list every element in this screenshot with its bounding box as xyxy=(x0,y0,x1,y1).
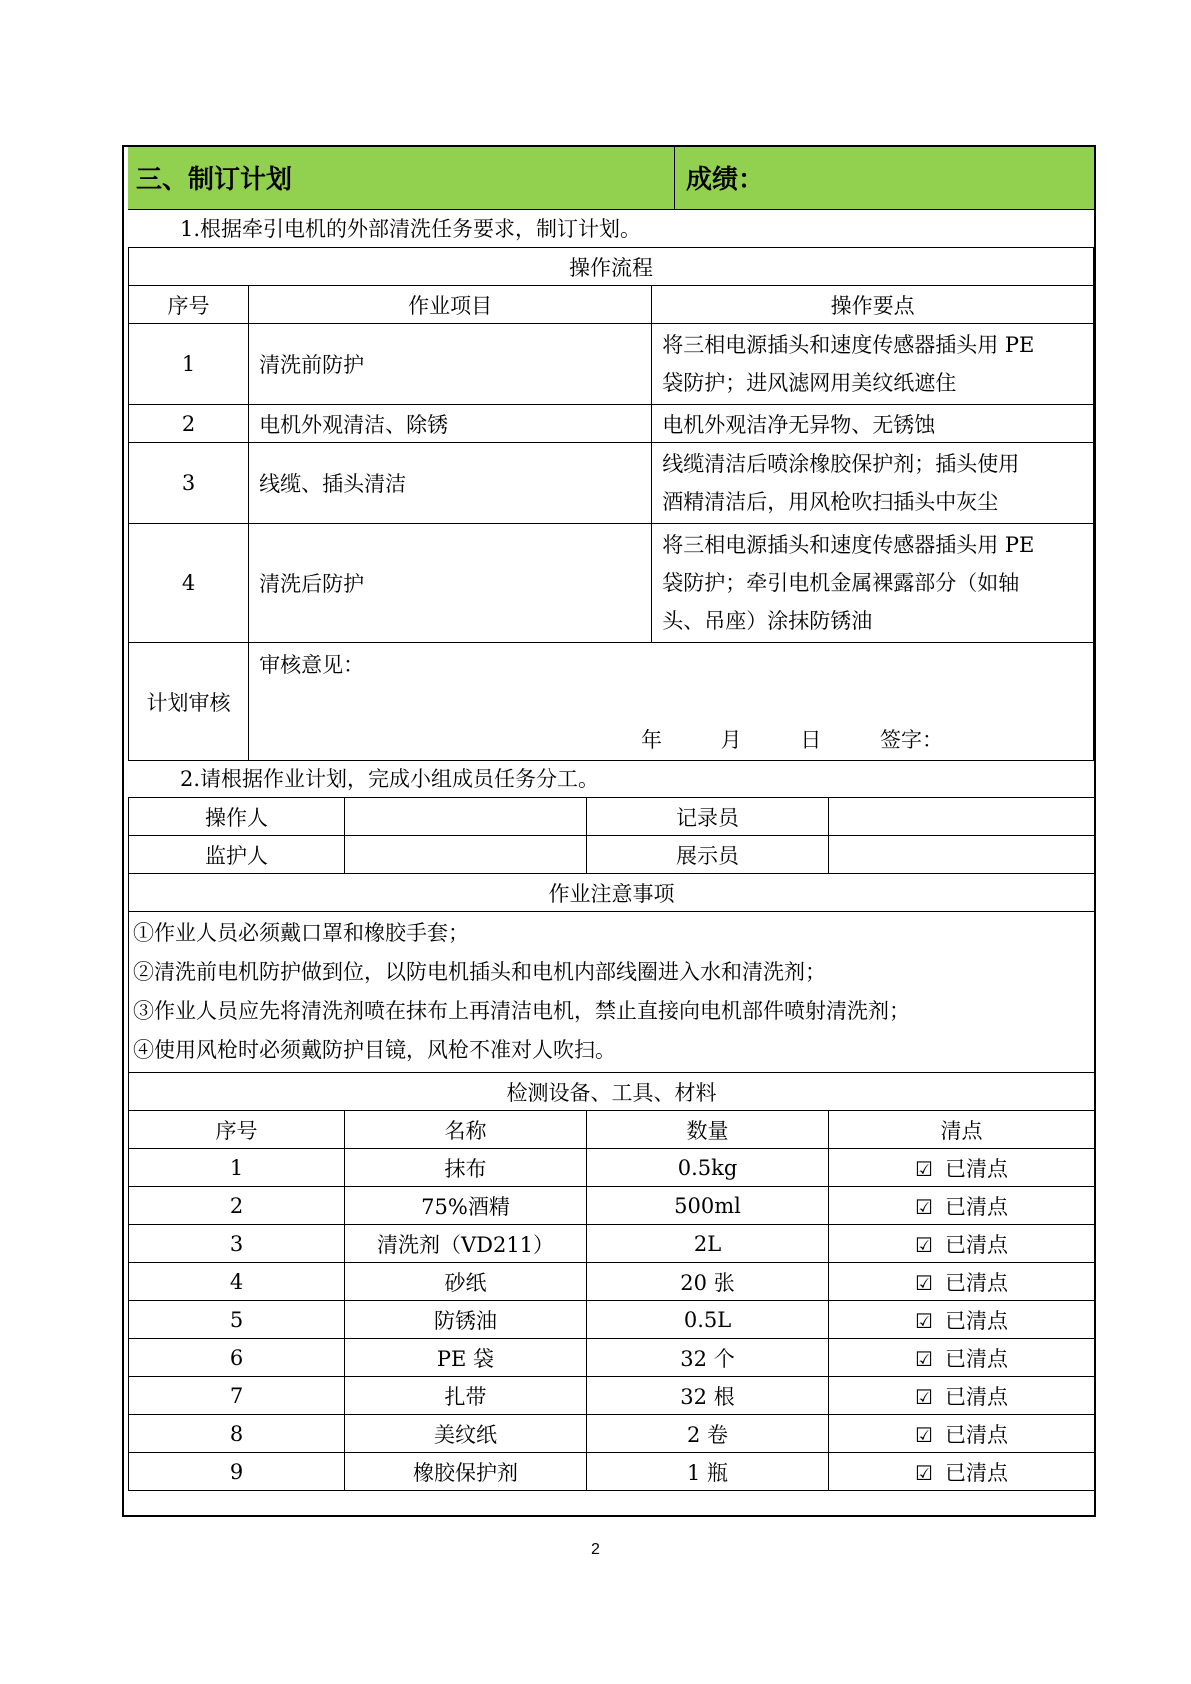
flow-row xyxy=(129,405,1094,443)
day-label: 日 xyxy=(800,728,822,752)
equip-name: 75%酒精 xyxy=(345,1187,587,1225)
equip-qty: 2 卷 xyxy=(587,1415,829,1453)
page-number: 2 xyxy=(591,1541,600,1558)
flow-row-points xyxy=(652,324,1094,405)
equip-name: 砂纸 xyxy=(345,1263,587,1301)
flow-col-item: 作业项目 xyxy=(249,286,652,324)
month-label: 月 xyxy=(720,728,742,752)
equip-check-cell[interactable] xyxy=(829,1263,1095,1301)
equip-no: 4 xyxy=(129,1263,345,1301)
equip-qty: 2L xyxy=(587,1225,829,1263)
checked-box-icon[interactable]: ☑ xyxy=(915,1384,933,1409)
section-title: 三、制订计划 xyxy=(136,165,293,195)
equip-check-cell[interactable] xyxy=(829,1149,1095,1187)
equip-name: 橡胶保护剂 xyxy=(345,1453,587,1491)
equipment-row xyxy=(129,1225,1095,1263)
flow-row xyxy=(129,524,1094,643)
flow-row-points xyxy=(652,443,1094,524)
checked-box-icon[interactable]: ☑ xyxy=(915,1194,933,1219)
equip-status: 已清点 xyxy=(944,1156,1008,1181)
equip-check-cell[interactable] xyxy=(829,1339,1095,1377)
equip-name: 扎带 xyxy=(345,1377,587,1415)
notes-list xyxy=(129,912,1095,1073)
flow-title: 操作流程 xyxy=(129,248,1094,286)
equip-qty: 0.5L xyxy=(587,1301,829,1339)
equip-no: 7 xyxy=(129,1377,345,1415)
assignment-table xyxy=(128,797,1095,1491)
equip-col-no: 序号 xyxy=(129,1111,345,1149)
note-item: ③作业人员应先将清洗剂喷在抹布上再清洁电机，禁止直接向电机部件喷射清洗剂； xyxy=(133,999,910,1023)
equip-col-check: 清点 xyxy=(829,1111,1095,1149)
operation-flow-table xyxy=(128,247,1094,761)
note-item: ①作业人员必须戴口罩和橡胶手套； xyxy=(133,921,469,945)
equip-qty: 32 个 xyxy=(587,1339,829,1377)
equipment-row xyxy=(129,1377,1095,1415)
equip-name: 防锈油 xyxy=(345,1301,587,1339)
flow-point-line: 将三相电源插头和速度传感器插头用 PE xyxy=(662,533,1035,557)
equip-status: 已清点 xyxy=(944,1384,1008,1409)
role-label: 监护人 xyxy=(129,836,345,874)
equip-check-cell[interactable] xyxy=(829,1225,1095,1263)
equip-no: 1 xyxy=(129,1149,345,1187)
equip-status: 已清点 xyxy=(944,1232,1008,1257)
equip-status: 已清点 xyxy=(944,1270,1008,1295)
equip-status: 已清点 xyxy=(944,1308,1008,1333)
equip-qty: 0.5kg xyxy=(587,1149,829,1187)
flow-row xyxy=(129,443,1094,524)
checked-box-icon[interactable]: ☑ xyxy=(915,1270,933,1295)
flow-row-item: 线缆、插头清洁 xyxy=(249,443,652,524)
equipment-row xyxy=(129,1301,1095,1339)
review-signature-line xyxy=(589,724,943,754)
flow-row-points: 电机外观洁净无异物、无锈蚀 xyxy=(652,405,1094,443)
role-label: 记录员 xyxy=(587,798,829,836)
role-input[interactable] xyxy=(345,836,587,874)
flow-row xyxy=(129,324,1094,405)
flow-row-no: 3 xyxy=(129,443,249,524)
equip-check-cell[interactable] xyxy=(829,1301,1095,1339)
flow-point-line: 酒精清洁后，用风枪吹扫插头中灰尘 xyxy=(662,490,999,514)
equip-no: 3 xyxy=(129,1225,345,1263)
role-label: 操作人 xyxy=(129,798,345,836)
note-item: ④使用风枪时必须戴防护目镜，风枪不准对人吹扫。 xyxy=(133,1038,616,1062)
equipment-row xyxy=(129,1453,1095,1491)
equip-name: 抹布 xyxy=(345,1149,587,1187)
flow-row-item: 清洗前防护 xyxy=(249,324,652,405)
equip-name: 美纹纸 xyxy=(345,1415,587,1453)
flow-point-line: 线缆清洁后喷涂橡胶保护剂；插头使用 xyxy=(662,452,1020,476)
checked-box-icon[interactable]: ☑ xyxy=(915,1346,933,1371)
review-opinion-label: 审核意见： xyxy=(259,653,365,677)
role-input[interactable] xyxy=(829,798,1095,836)
role-input[interactable] xyxy=(345,798,587,836)
equipment-row xyxy=(129,1339,1095,1377)
equip-status: 已清点 xyxy=(944,1346,1008,1371)
instruction-2: 2.请根据作业计划，完成小组成员任务分工。 xyxy=(180,767,600,791)
plan-review-row xyxy=(129,643,1094,761)
equip-name: 清洗剂（VD211） xyxy=(345,1225,587,1263)
equip-check-cell[interactable] xyxy=(829,1415,1095,1453)
equip-status: 已清点 xyxy=(944,1460,1008,1485)
flow-row-no: 2 xyxy=(129,405,249,443)
equip-col-qty: 数量 xyxy=(587,1111,829,1149)
equip-no: 8 xyxy=(129,1415,345,1453)
flow-point-line: 袋防护；进风滤网用美纹纸遮住 xyxy=(662,371,957,395)
equip-no: 2 xyxy=(129,1187,345,1225)
instruction-1: 1.根据牵引电机的外部清洗任务要求，制订计划。 xyxy=(180,217,642,241)
flow-point-line: 头、吊座）涂抹防锈油 xyxy=(662,609,873,633)
equip-no: 5 xyxy=(129,1301,345,1339)
equip-qty: 20 张 xyxy=(587,1263,829,1301)
score-label: 成绩： xyxy=(686,165,765,195)
equip-no: 6 xyxy=(129,1339,345,1377)
flow-col-no: 序号 xyxy=(129,286,249,324)
note-item: ②清洗前电机防护做到位，以防电机插头和电机内部线圈进入水和清洗剂； xyxy=(133,960,826,984)
equip-qty: 1 瓶 xyxy=(587,1453,829,1491)
equip-status: 已清点 xyxy=(944,1194,1008,1219)
equip-check-cell[interactable] xyxy=(829,1377,1095,1415)
equipment-row xyxy=(129,1415,1095,1453)
checked-box-icon[interactable]: ☑ xyxy=(915,1460,933,1485)
notes-title: 作业注意事项 xyxy=(129,874,1095,912)
equipment-row xyxy=(129,1187,1095,1225)
flow-row-item: 电机外观清洁、除锈 xyxy=(249,405,652,443)
plan-form xyxy=(128,147,1090,1511)
sign-label: 签字： xyxy=(880,728,943,752)
flow-point-line: 袋防护；牵引电机金属裸露部分（如轴 xyxy=(662,571,1020,595)
checked-box-icon[interactable]: ☑ xyxy=(915,1422,933,1447)
equip-no: 9 xyxy=(129,1453,345,1491)
equip-qty: 500ml xyxy=(587,1187,829,1225)
equipment-title: 检测设备、工具、材料 xyxy=(129,1073,1095,1111)
equip-status: 已清点 xyxy=(944,1422,1008,1447)
flow-point-line: 将三相电源插头和速度传感器插头用 PE xyxy=(662,333,1035,357)
role-input[interactable] xyxy=(829,836,1095,874)
equip-check-cell[interactable] xyxy=(829,1187,1095,1225)
equipment-rows xyxy=(129,1149,1095,1491)
equip-name: PE 袋 xyxy=(345,1339,587,1377)
equip-check-cell[interactable] xyxy=(829,1453,1095,1491)
role-label: 展示员 xyxy=(587,836,829,874)
equipment-row xyxy=(129,1263,1095,1301)
flow-row-no: 1 xyxy=(129,324,249,405)
header-divider xyxy=(674,147,675,209)
plan-review-cell[interactable] xyxy=(249,643,1094,761)
flow-row-no: 4 xyxy=(129,524,249,643)
plan-form-frame xyxy=(122,145,1096,1517)
flow-col-points: 操作要点 xyxy=(652,286,1094,324)
role-row xyxy=(129,836,1095,874)
role-row xyxy=(129,798,1095,836)
equip-qty: 32 根 xyxy=(587,1377,829,1415)
equip-col-name: 名称 xyxy=(345,1111,587,1149)
checked-box-icon[interactable]: ☑ xyxy=(915,1232,933,1257)
flow-row-points xyxy=(652,524,1094,643)
checked-box-icon[interactable]: ☑ xyxy=(915,1156,933,1181)
checked-box-icon[interactable]: ☑ xyxy=(915,1308,933,1333)
plan-review-label: 计划审核 xyxy=(129,643,249,761)
year-label: 年 xyxy=(640,728,662,752)
section-header xyxy=(128,147,1094,210)
equipment-row xyxy=(129,1149,1095,1187)
flow-row-item: 清洗后防护 xyxy=(249,524,652,643)
